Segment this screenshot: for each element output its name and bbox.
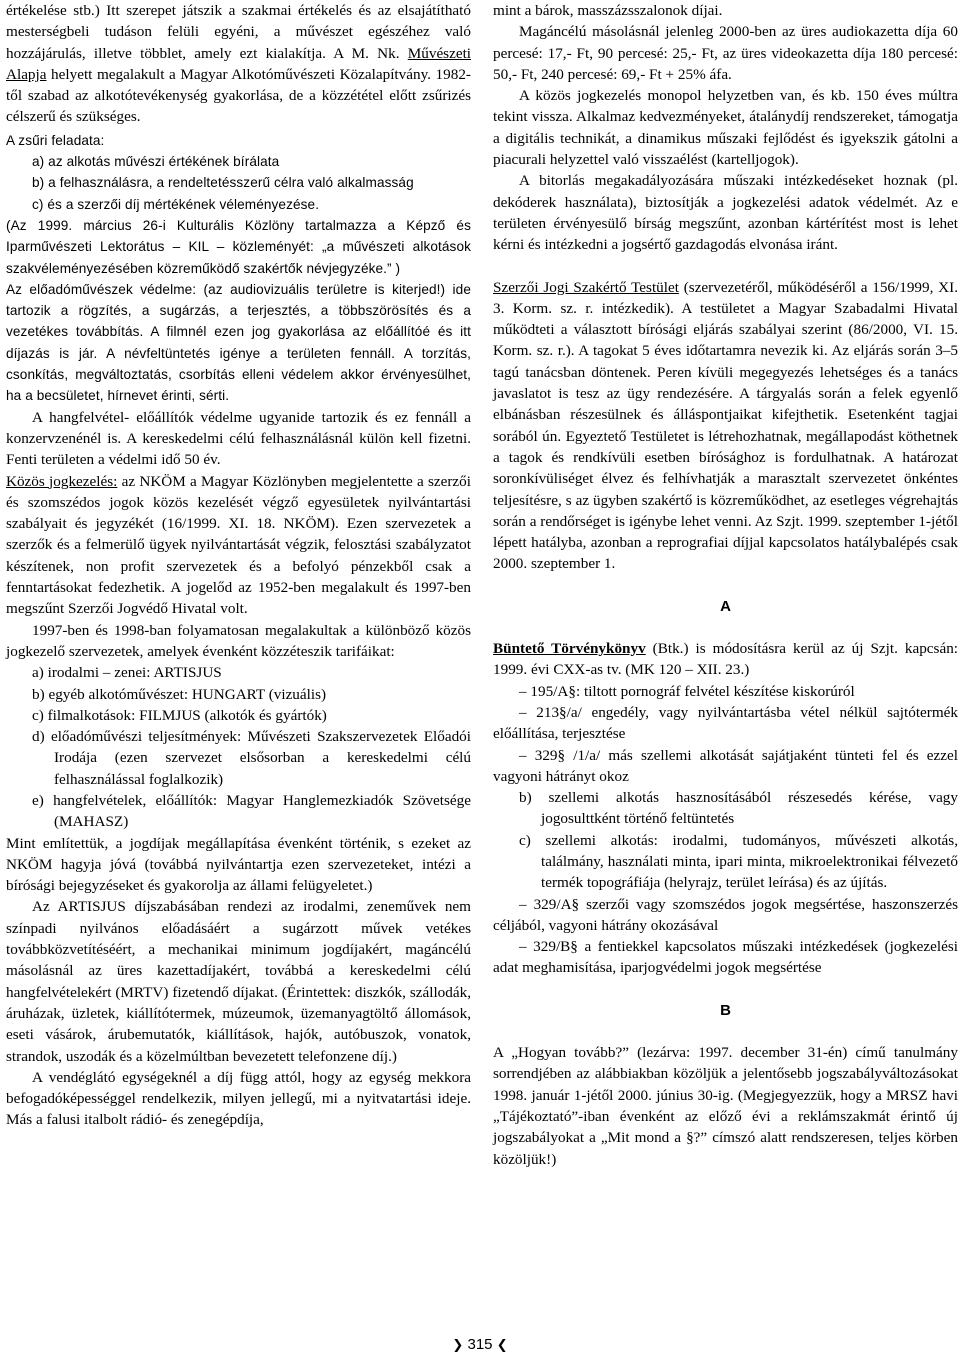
spacer bbox=[493, 979, 958, 1000]
paragraph: Magáncélú másolásnál jelenleg 2000-ben az üres audiokazetta díja 60 percesé: 17,- Ft, 90 percesé: 25,- Ft, az üres videokazetta díja 180 percesé: 50,- Ft, 240 percesé: 69,- Ft + 25% áfa. bbox=[493, 23, 958, 83]
paragraph: Az ARTISJUS díjszabásában rendezi az irodalmi, zeneművek nem színpadi nyilvános előadásáért a sugárzott művek vetékes továbbközvetítéséért, a mechanikai minimum jogdíjakért, magáncélú másolásnál az üres kazettadíjakért, továbbá a kereskedelmi célú hangfelvételekért (MRTV) fizetendő díjakat. (Érintettek: diszkók, szállodák, áruházak, üzletek, kiállítótermek, múzeumok, üzemanyagtöltő állomások, eseti vásárok, árubemutatók, kiállítások, hajók, autóbuszok, vonatok, strandok, uszodák és a közelmúltban bevezetett telefonzene díj.) bbox=[6, 898, 471, 1065]
paragraph: A vendéglátó egységeknél a díj függ attól, hogy az egység mekkora befogadóképességgel rendelkezik, milyen jellegű, mi a nyitvatartási ideje. Más a falusi italbolt rádió- és zenegépdíja, bbox=[6, 1068, 471, 1129]
right-arrow-icon: ❯ bbox=[452, 1337, 464, 1352]
spacer bbox=[493, 1021, 958, 1042]
paragraph bbox=[6, 0, 471, 128]
paragraph: A hangfelvétel- előállítók védelme ugyanide tartozik és ez fennáll a konzervzenénél is. A kereskedelmi célú felhasználásnál külön kell fizetni. Fenti területen a védelmi idő 50 év. bbox=[6, 408, 471, 469]
paragraph bbox=[493, 277, 958, 575]
paragraph: Az előadóművészek védelme: (az audiovizuális területre is kiterjed!) ide tartozik a rögzítés, a sugárzás, a terjesztés, a többszörösítés és a vezetékes továbbítás. A filmnél ezen jog gyakorlása az előállítóé és itt díjazás is jár. A névfeltüntetés igénye a területen fennáll. A torzítás, csonkítás, megváltoztatás, csorbítás elleni védelem akkor érvényesülhet, ha a becsületet, hírnevet érinti, sérti. bbox=[6, 281, 471, 404]
paragraph: A bitorlás megakadályozására műszaki intézkedéseket hoznak (pl. dekóderek használata), biztosítják a jogkezelési adatok védelmét. Az e területen érvényesülő bírság megszűnt, azonban kártérítést most is lehet kérni és intézkedni a jogsértő gazdagodás elvonása iránt. bbox=[493, 172, 958, 254]
spacer bbox=[493, 256, 958, 277]
spacer bbox=[493, 617, 958, 638]
spacer bbox=[493, 575, 958, 596]
text: (szervezetéről, működéséről a 156/1999, XI. 3. Korm. sz. r. intézkedik). A testületet a Magyar Szabadalmi Hivatal működteti a választott bírósági eljárás szabályai szerint (86/2000, VI. 15. Korm. sz. r.). A tagokat 5 éves időtartamra nevezik ki. Az eljárás során 3–5 tagú tanácsban döntenek. Peren kívüli megegyezés lehetséges és a tanács javaslatot is tesz az ügy rendezésére. A tárgyalás során a felek egyenlő elbánásban részesülnek és álláspontjaikat kifejthetik. Esetenként tagjai sorából ún. Egyeztető Testületet is létrehozhatnak, megállapodást köthetnek a tagok és rendkívüli esetben bírósághoz is fordulhatnak. A határozat soronkívüliséget élvez és felhívhatják a marasztalt szervezetet önkéntes teljesítésre, s az ügyben szakértő is közreműködhet, az esetleges végrehajtás során a rendőrséget is igénybe lehet venni. Az Szjt. 1999. szeptember 1-jétől lépett hatályba, azonban a reprografiai díjjal kapcsolatos hatálybalépés csak 2000. szeptember 1. bbox=[493, 278, 959, 573]
paragraph: Mint említettük, a jogdíjak megállapítása évenként történik, s ezeket az NKÖM hagyja jóvá (továbbá nyilvántartja ezen szervezeteket, intézi a bírósági bejegyzéseket és gyakorolja az állami felügyeletet.) bbox=[6, 834, 471, 895]
text: értékelése stb.) Itt szerepet játszik a szakmai értékelés és az elsajátítható mesterségbeli tudáson felüli egyéni, a művészet egészéhez való hozzájárulás, illetve többlet, amely ezt kialakítja. A M. Nk. bbox=[6, 2, 471, 62]
link-kozos-jogkezeles[interactable]: Közös jogkezelés: bbox=[6, 472, 118, 490]
link-muveszeti-alapja[interactable]: Művészeti Alapja bbox=[6, 44, 472, 83]
paragraph: A „Hogyan tovább?” (lezárva: 1997. december 31-én) című tanulmány sorrendjében az alábbiakban közöljük a jelentősebb jogszabályváltozásokat 1998. január 1-jétől 2000. június 30-ig. (Megjegyezzük, hogy a MRSZ havi „Tájékoztató”-iban évenként az előző évi a reklámszakmát érintő új jogszabályokat a „Mit mond a §?” címszó alatt rendszeresen, teljes körben közöljük!) bbox=[493, 1044, 958, 1168]
paragraph: A zsűri feladata: bbox=[6, 132, 105, 148]
right-column bbox=[493, 0, 958, 1170]
section-heading-b: B bbox=[720, 1001, 731, 1019]
list-item: b) egyéb alkotóművészet: HUNGART (vizuális) bbox=[32, 685, 327, 703]
text: (Btk.) is módosításra kerül az új Szjt. kapcsán: 1999. évi CXX-as tv. (MK 120 – XII. 23.) bbox=[493, 640, 959, 679]
link-szerzoi-jogi-szakerto-testulet[interactable]: Szerzői Jogi Szakértő Testület bbox=[493, 278, 679, 296]
paragraph: – 329§ /1/a/ más szellemi alkotását sajátjaként tünteti fel és ezzel vagyoni hátrányt okoz bbox=[493, 746, 958, 785]
list-item: a) az alkotás művészi értékének bírálata bbox=[32, 154, 280, 170]
paragraph: – 329/B§ a fentiekkel kapcsolatos műszaki intézkedések (jogkezelési adat meghamisítása, iparjogvédelmi jogok megsértése bbox=[493, 938, 958, 977]
section-heading-a: A bbox=[720, 597, 731, 615]
paragraph: – 213§/a/ engedély, vagy nyilvántartásba vétel nélkül sajtótermék előállítása, terjesztése bbox=[493, 703, 958, 743]
paragraph: – 195/A§: tiltott pornográf felvétel készítése kiskorúról bbox=[519, 682, 855, 700]
list-item: c) és a szerzői díj mértékének véleményezése. bbox=[32, 196, 320, 212]
left-arrow-icon: ❮ bbox=[496, 1337, 508, 1352]
list-item: c) szellemi alkotás: irodalmi, tudományos, művészeti alkotás, találmány, használati minta, ipari minta, mikroelektronikai félvezető termék topográfiája (helyrajz, terület leírása) és az újítás. bbox=[519, 831, 958, 892]
paragraph: (Az 1999. március 26-i Kulturális Közlöny tartalmazza a Képző és Iparművészeti Lektorátus – KIL – közleményét: „a művészeti alkotások szakvéleményezésében közreműködő szakértők névjegyzéke.” ) bbox=[6, 217, 471, 276]
paragraph: A közös jogkezelés monopol helyzetben van, és kb. 150 éves múltra tekint vissza. Alkalmaz kedvezményeket, átalánydíj rendszereket, támogatja a digitális technikát, a dinamikus műszaki fejlődést és igyekszik gátolni a piacurali helyzettel való visszaélést (kartelljogok). bbox=[493, 87, 958, 169]
text: helyett megalakult a Magyar Alkotóművészeti Közalapítvány. 1982-től szabad az alkotótevékenység gyakorlása, de a közzététel előtt zsűrizés célszerű és szükséges. bbox=[6, 65, 471, 126]
list-item: d) előadóművészi teljesítmények: Művészeti Szakszervezetek Előadói Irodája (ezen szervezet elsősorban a kereskedelmi célú felhasználással foglalkozik) bbox=[32, 728, 471, 788]
text: az NKÖM a Magyar Közlönyben megjelentette a szerzői és szomszédos jogok közös kezelését végző egyesületek nyilvántartási szabályait és jegyzékét (16/1999. XI. 18. NKÖM). Ezen szervezetek a szerzők és a felmerülő ügyek nyilvántartását végzik, felosztási szabályzatot készítenek, non profit szervezetek és a befolyó pénzekből csak a fenntartásokat fedezhetik. A jogelőd az 1952-ben megalakult és 1997-ben megszűnt Szerzői Jogvédő Hivatal volt. bbox=[6, 472, 471, 618]
left-column bbox=[6, 0, 471, 1131]
page-number-footer bbox=[0, 1334, 960, 1355]
paragraph: 1997-ben és 1998-ban folyamatosan megalakultak a különböző közös jogkezelő szervezetek, amelyek évenként közzéteszik tarifáikat: bbox=[6, 621, 471, 660]
paragraph bbox=[493, 638, 958, 681]
link-bunteto-torvenykonyv[interactable]: Büntető Törvénykönyv bbox=[493, 640, 646, 658]
list-item: c) filmalkotások: FILMJUS (alkotók és gyártók) bbox=[32, 706, 327, 724]
list-item: b) szellemi alkotás hasznosításából részesedés kérése, vagy jogosulttként történő feltüntetés bbox=[519, 789, 958, 828]
paragraph: mint a bárok, masszázsszalonok díjai. bbox=[493, 2, 723, 19]
list-item: b) a felhasználásra, a rendeltetésszerű célra való alkalmasság bbox=[32, 175, 414, 191]
list-item: a) irodalmi – zenei: ARTISJUS bbox=[32, 664, 222, 682]
paragraph: – 329/A§ szerzői vagy szomszédos jogok megsértése, haszonszerzés céljából, vagyoni hátrány okozásával bbox=[493, 895, 958, 934]
page-number: 315 bbox=[467, 1336, 493, 1353]
paragraph bbox=[6, 471, 471, 620]
list-item: e) hangfelvételek, előállítók: Magyar Hanglemezkiadók Szövetsége (MAHASZ) bbox=[32, 791, 471, 831]
